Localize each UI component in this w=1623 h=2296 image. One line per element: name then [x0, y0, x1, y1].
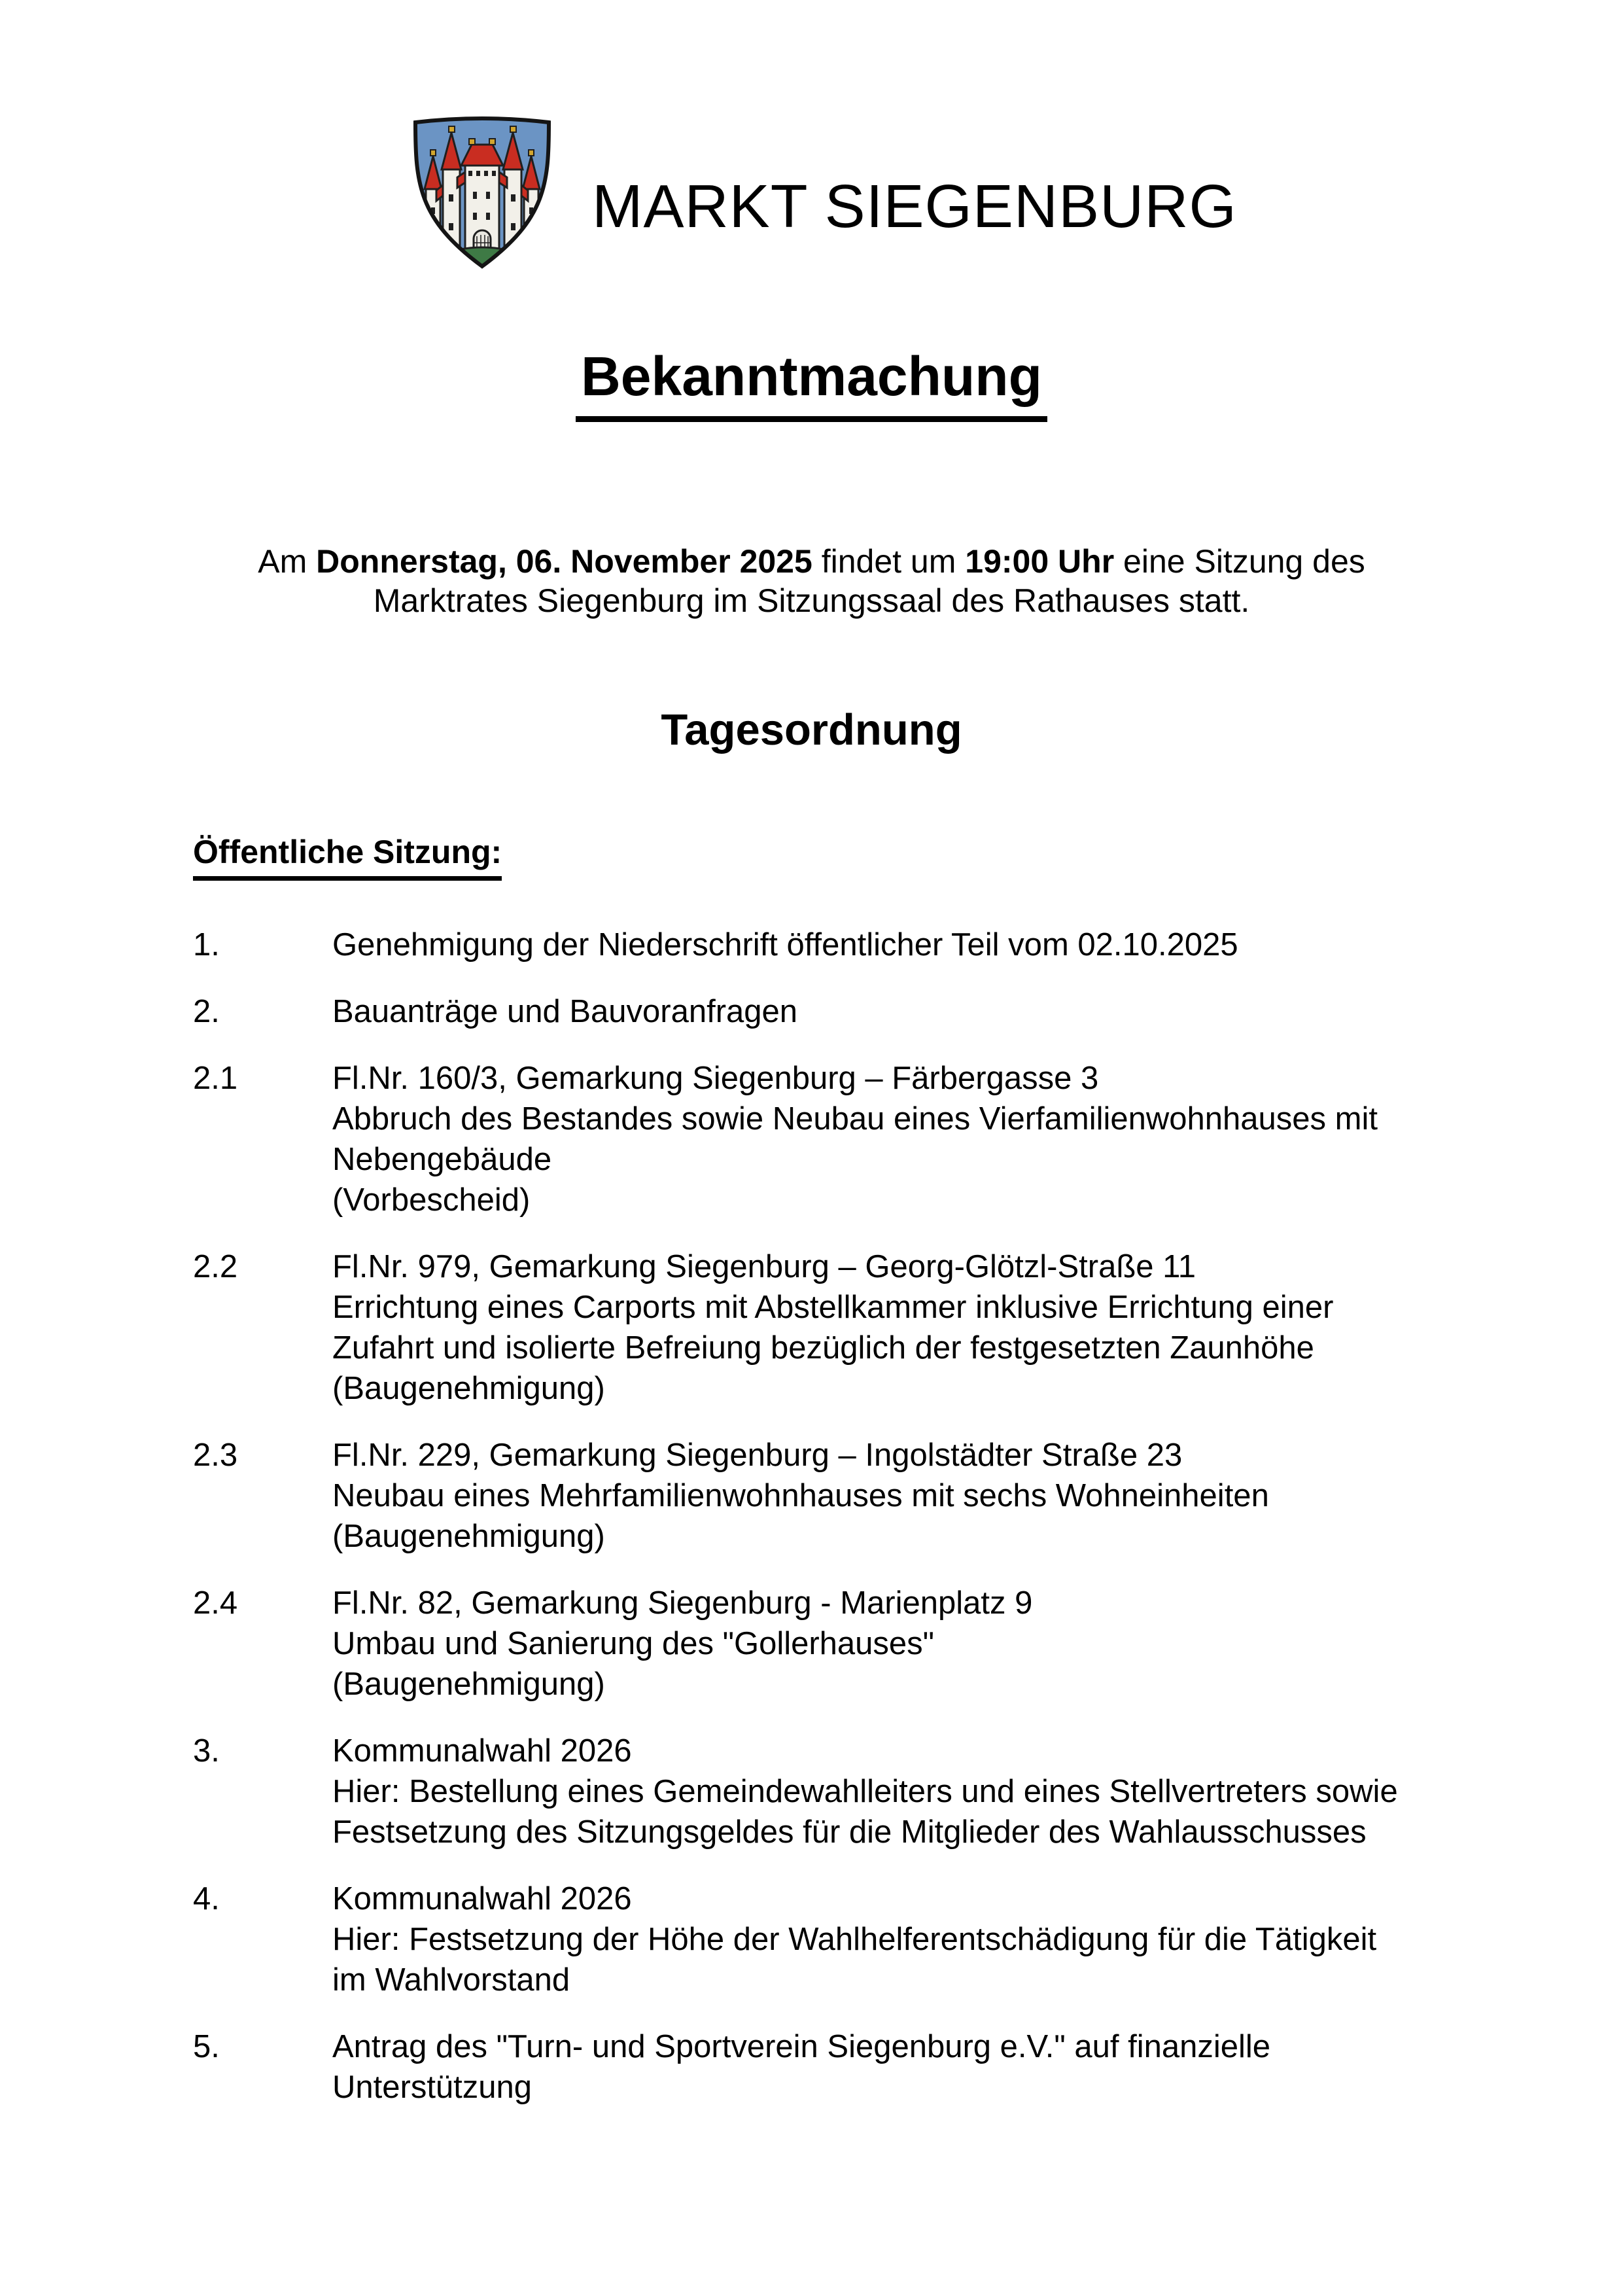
agenda-item: [193, 1583, 1567, 1704]
agenda-item-lines: [332, 1879, 1567, 2000]
siegenburg-coat-of-arms-icon: [409, 115, 555, 272]
agenda-item: [193, 2026, 1567, 2108]
agenda-item-lines: [332, 2026, 1567, 2108]
agenda-item-number: 2.4: [193, 1585, 238, 1621]
agenda-item-line: Abbruch des Bestandes sowie Neubau eines Vierfamilienwohnhauses mit: [332, 1101, 1378, 1137]
agenda-item: [193, 1435, 1567, 1557]
agenda-item-number: 2.: [193, 994, 220, 1029]
agenda-item-number: 3.: [193, 1733, 220, 1769]
agenda-item-number: 2.3: [193, 1438, 238, 1473]
agenda-item-line: Nebengebäude: [332, 1142, 552, 1177]
agenda-item-line: Umbau und Sanierung des "Gollerhauses": [332, 1626, 935, 1661]
agenda-item-number: 4.: [193, 1881, 220, 1916]
agenda-item-line: Kommunalwahl 2026: [332, 1733, 632, 1769]
agenda-item-line: Errichtung eines Carports mit Abstellkammer inklusive Errichtung einer: [332, 1290, 1334, 1325]
doc-title-text: Bekanntmachung: [576, 345, 1047, 422]
agenda-item-number: 2.2: [193, 1249, 238, 1284]
agenda-list: [193, 925, 1567, 2134]
doc-title: [0, 345, 1623, 422]
agenda-item: [193, 1731, 1567, 1852]
agenda-item-line: (Baugenehmigung): [332, 1667, 605, 1702]
agenda-item-line: Unterstützung: [332, 2070, 532, 2105]
agenda-item-line: Bauanträge und Bauvoranfragen: [332, 994, 798, 1029]
agenda-title: Tagesordnung: [661, 705, 962, 754]
intro-pre: Am: [258, 543, 317, 580]
agenda-item-line: Fl.Nr. 160/3, Gemarkung Siegenburg – Färbergasse 3: [332, 1061, 1099, 1096]
agenda-item-line: Fl.Nr. 979, Gemarkung Siegenburg – Georg-Glötzl-Straße 11: [332, 1249, 1196, 1284]
agenda-item-number: 1.: [193, 927, 220, 963]
agenda-item-line: Fl.Nr. 229, Gemarkung Siegenburg – Ingolstädter Straße 23: [332, 1438, 1183, 1473]
agenda-item-lines: [332, 925, 1567, 965]
agenda-item-line: Neubau eines Mehrfamilienwohnhauses mit sechs Wohneinheiten: [332, 1478, 1269, 1513]
agenda-item-line: Festsetzung des Sitzungsgeldes für die Mitglieder des Wahlausschusses: [332, 1814, 1367, 1850]
intro-time: 19:00 Uhr: [965, 543, 1115, 580]
section-heading-text: Öffentliche Sitzung:: [193, 833, 502, 881]
agenda-item-line: Antrag des "Turn- und Sportverein Siegenburg e.V." auf finanzielle: [332, 2029, 1270, 2064]
agenda-item-line: Zufahrt und isolierte Befreiung bezüglich der festgesetzten Zaunhöhe: [332, 1330, 1314, 1366]
agenda-item-line: Kommunalwahl 2026: [332, 1881, 632, 1916]
intro-post: eine Sitzung des: [1114, 543, 1365, 580]
agenda-item-lines: [332, 1058, 1567, 1220]
agenda-item-number: 5.: [193, 2029, 220, 2064]
agenda-item-line: Genehmigung der Niederschrift öffentlicher Teil vom 02.10.2025: [332, 927, 1238, 963]
agenda-item-line: (Baugenehmigung): [332, 1371, 605, 1406]
agenda-item-line: Hier: Festsetzung der Höhe der Wahlhelferentschädigung für die Tätigkeit: [332, 1922, 1377, 1957]
intro-paragraph: [0, 542, 1623, 620]
intro-mid: findet um: [812, 543, 966, 580]
agenda-item-lines: [332, 1246, 1567, 1409]
intro-line-1: [0, 542, 1623, 581]
agenda-item-line: Fl.Nr. 82, Gemarkung Siegenburg - Marienplatz 9: [332, 1585, 1033, 1621]
agenda-item-lines: [332, 1435, 1567, 1557]
agenda-item-lines: [332, 1731, 1567, 1852]
agenda-item: [193, 1058, 1567, 1220]
agenda-item-line: (Baugenehmigung): [332, 1519, 605, 1554]
agenda-item-line: Hier: Bestellung eines Gemeindewahlleiters und eines Stellvertreters sowie: [332, 1774, 1398, 1809]
agenda-item-lines: [332, 991, 1567, 1032]
intro-line-2: Marktrates Siegenburg im Sitzungssaal des Rathauses statt.: [373, 582, 1250, 619]
agenda-item-line: (Vorbescheid): [332, 1182, 531, 1218]
agenda-item-number: 2.1: [193, 1061, 238, 1096]
section-heading: [193, 833, 502, 881]
agenda-item: [193, 925, 1567, 965]
agenda-item-line: im Wahlvorstand: [332, 1962, 570, 1998]
org-name: MARKT SIEGENBURG: [592, 172, 1237, 240]
agenda-item-lines: [332, 1583, 1567, 1704]
agenda-item: [193, 1879, 1567, 2000]
agenda-item: [193, 1246, 1567, 1409]
agenda-item: [193, 991, 1567, 1032]
intro-date: Donnerstag, 06. November 2025: [316, 543, 812, 580]
